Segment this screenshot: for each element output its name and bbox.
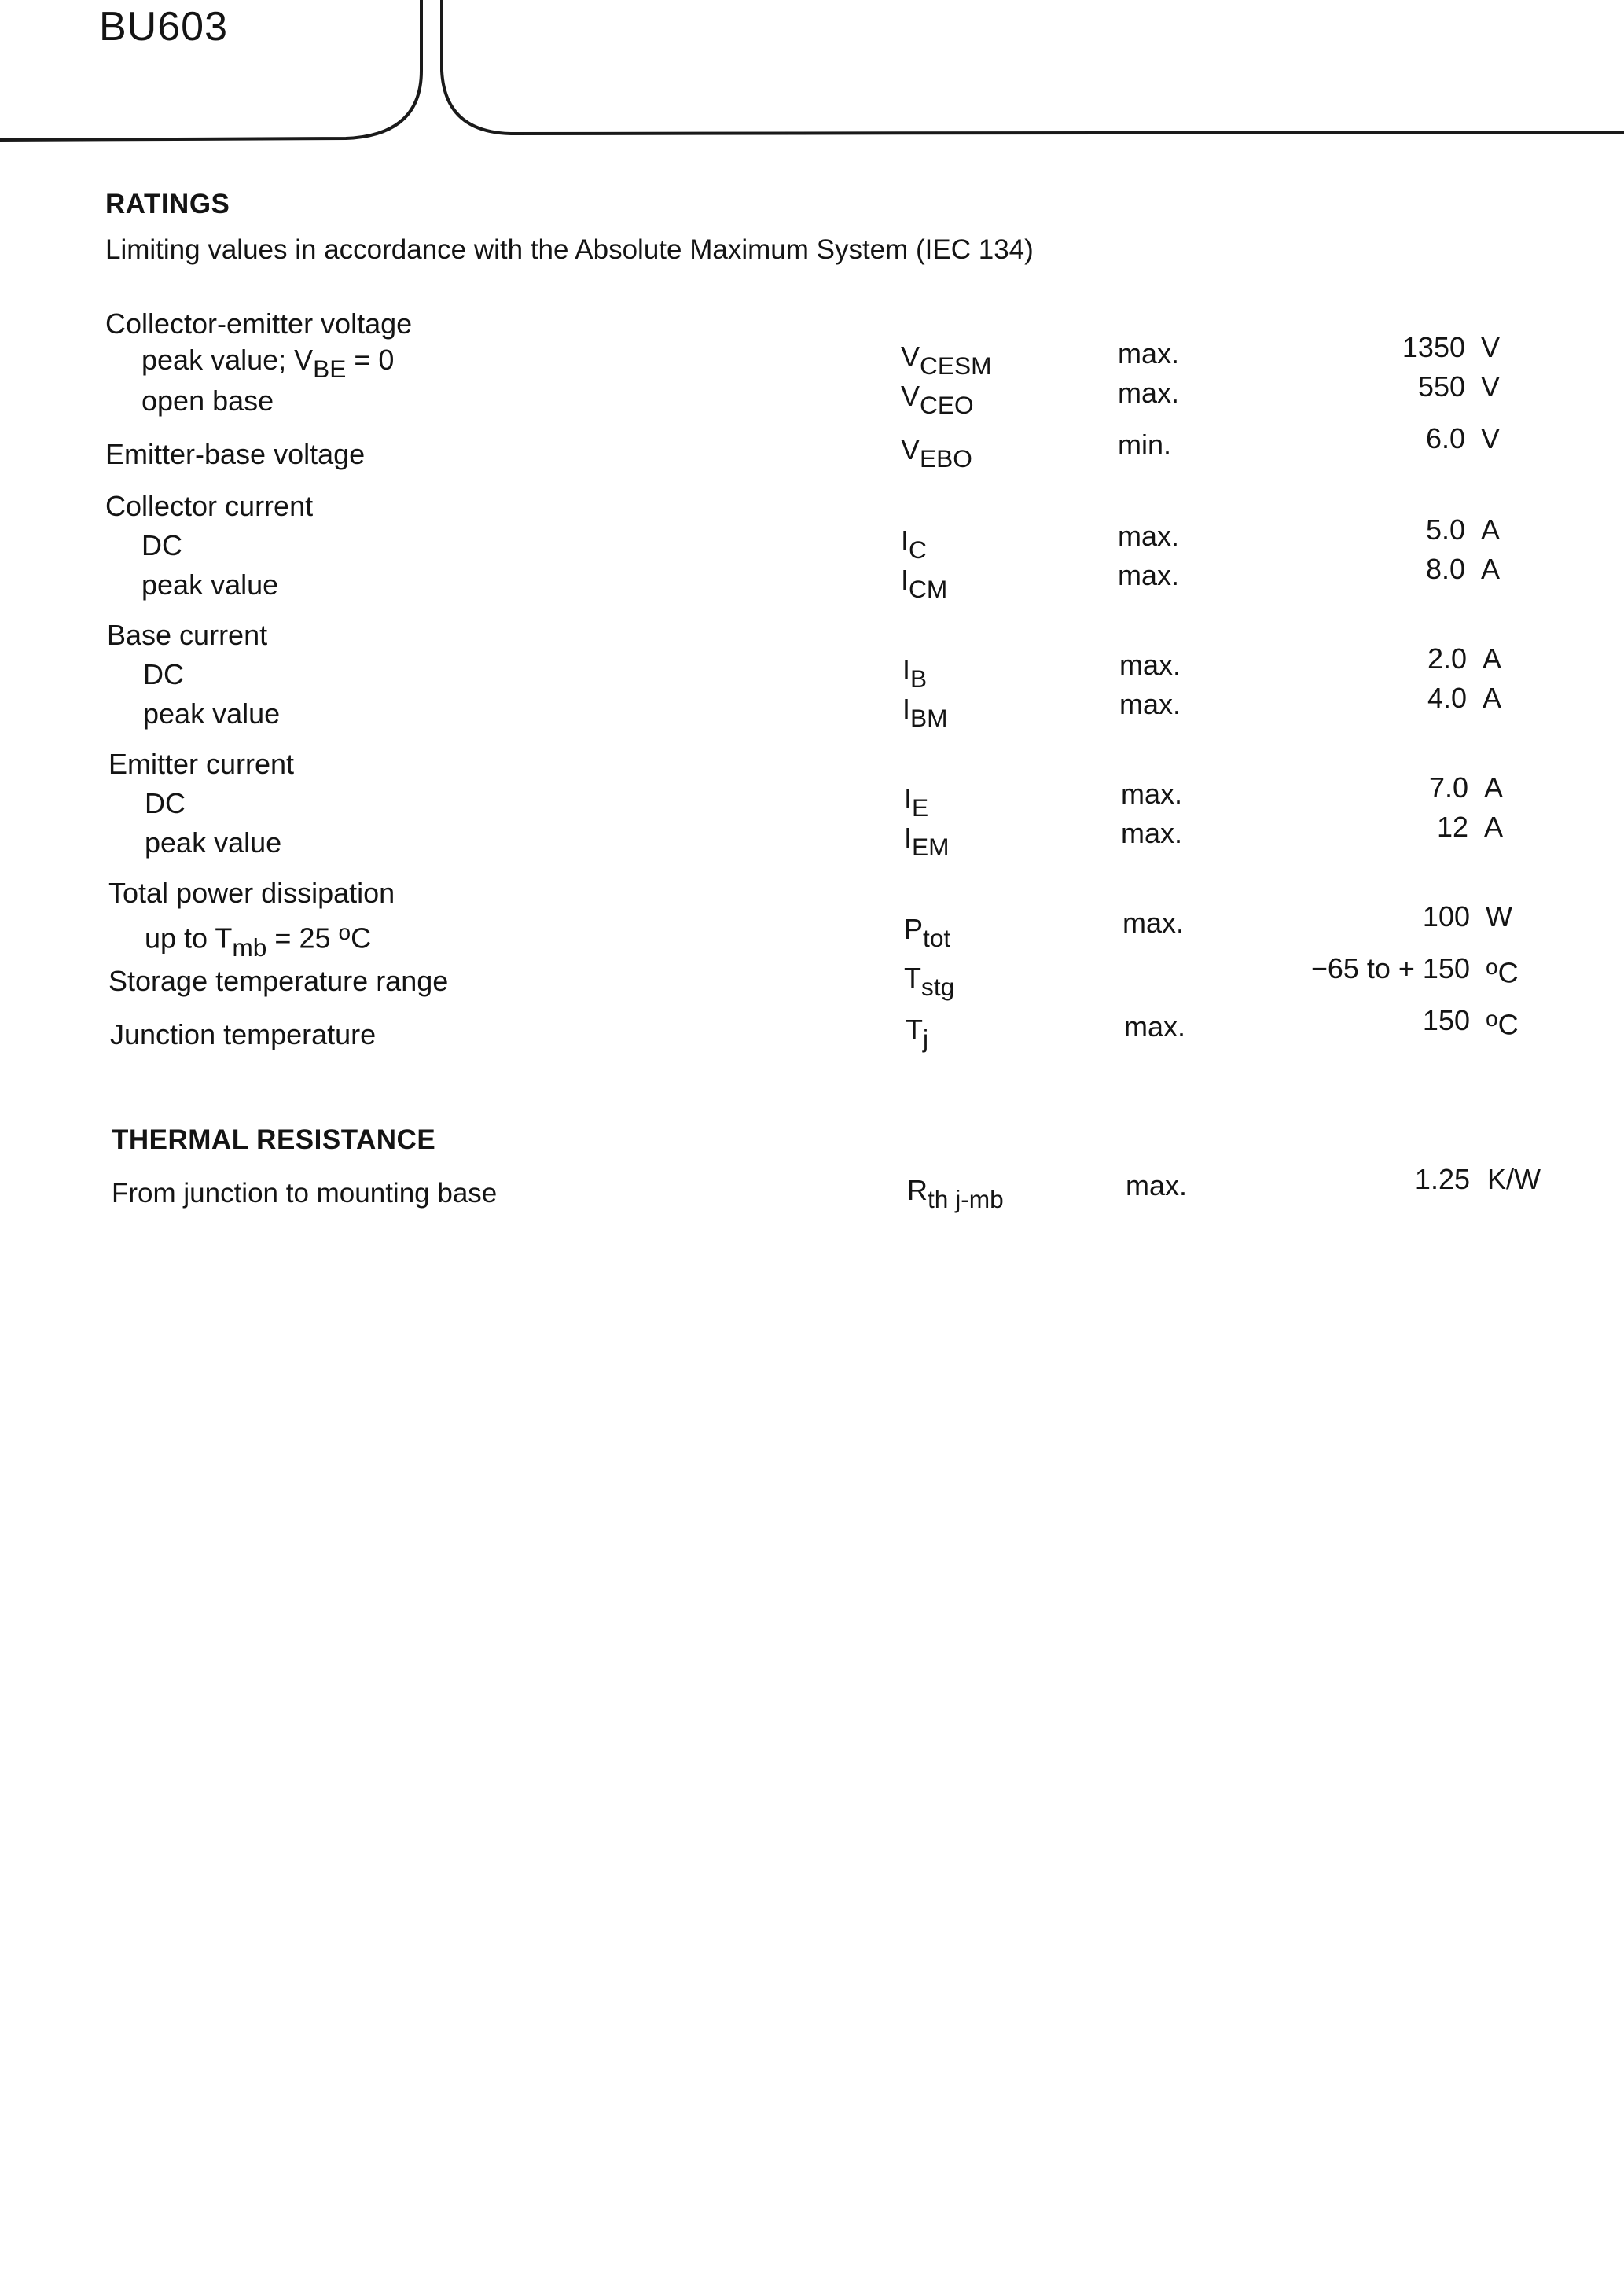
limit-type: min. xyxy=(1118,429,1172,461)
limit-type: max. xyxy=(1124,1010,1186,1043)
symbol-letter: T xyxy=(904,962,921,994)
group-heading: Base current xyxy=(107,619,268,651)
limit-type: max. xyxy=(1118,559,1180,591)
unit: A xyxy=(1481,513,1501,546)
group-heading: Junction temperature xyxy=(110,1018,377,1050)
symbol-letter: T xyxy=(906,1014,923,1046)
unit: W xyxy=(1486,900,1512,933)
symbol-subscript: stg xyxy=(921,973,955,1002)
thermal-title: THERMAL RESISTANCE xyxy=(112,1124,436,1155)
unit: K/W xyxy=(1487,1163,1541,1195)
symbol-subscript: tot xyxy=(923,924,951,953)
symbol xyxy=(904,782,928,825)
symbol-subscript: B xyxy=(910,664,928,694)
value: 4.0 xyxy=(1427,682,1467,714)
symbol xyxy=(904,821,950,864)
degree-mark: o xyxy=(1486,955,1498,979)
degree-mark: o xyxy=(1486,1006,1498,1031)
symbol xyxy=(901,563,947,606)
symbol xyxy=(902,692,948,735)
symbol-subscript: EBO xyxy=(920,444,972,473)
label-text-post: = 25 xyxy=(266,922,339,955)
header-frame xyxy=(0,0,1624,149)
symbol xyxy=(904,912,950,955)
value: 8.0 xyxy=(1425,553,1465,585)
symbol-letter: V xyxy=(901,340,920,373)
limit-type: max. xyxy=(1119,649,1181,681)
value: 12 xyxy=(1436,811,1468,843)
symbol xyxy=(907,1173,1004,1216)
label-text: up to T xyxy=(145,922,233,955)
symbol-letter: R xyxy=(907,1174,928,1206)
row-label: peak value xyxy=(143,697,281,730)
unit xyxy=(1486,1002,1519,1043)
unit: V xyxy=(1481,422,1501,454)
ratings-intro: Limiting values in accordance with the Absolute Maximum System (IEC 134) xyxy=(105,234,1034,265)
symbol xyxy=(902,653,927,696)
limit-type: max. xyxy=(1118,520,1180,552)
label-subscript: BE xyxy=(313,355,347,384)
symbol-subscript: C xyxy=(909,535,927,565)
label-subscript: mb xyxy=(232,933,267,962)
symbol-subscript: CESM xyxy=(920,351,992,381)
symbol-letter: I xyxy=(904,822,913,854)
label-text-post: = 0 xyxy=(346,344,395,376)
label-text: peak value; V xyxy=(141,344,314,376)
symbol-letter: I xyxy=(902,653,911,686)
limit-type: max. xyxy=(1121,817,1183,849)
label-text-end: C xyxy=(351,922,372,955)
symbol-subscript: E xyxy=(912,793,929,822)
symbol-letter: I xyxy=(902,693,911,725)
row-label xyxy=(141,343,394,386)
row-label: peak value xyxy=(141,568,279,601)
unit-letter: C xyxy=(1497,956,1519,989)
value: 7.0 xyxy=(1428,771,1468,804)
symbol-letter: V xyxy=(901,433,920,465)
symbol-letter: V xyxy=(901,380,920,412)
ratings-title: RATINGS xyxy=(105,189,230,219)
group-heading: Emitter-base voltage xyxy=(105,438,366,470)
group-heading: Storage temperature range xyxy=(108,965,449,997)
degree-mark: o xyxy=(338,920,351,944)
limit-type: max. xyxy=(1118,377,1180,409)
symbol-letter: I xyxy=(901,564,909,596)
symbol-subscript: j xyxy=(923,1025,929,1054)
value: 550 xyxy=(1417,370,1465,403)
row-label xyxy=(145,915,371,965)
limit-type: max. xyxy=(1122,907,1185,939)
value: 6.0 xyxy=(1425,422,1465,454)
limit-type: max. xyxy=(1121,778,1183,810)
symbol-letter: I xyxy=(904,782,913,815)
symbol-subscript: CM xyxy=(909,575,948,604)
symbol-subscript: EM xyxy=(912,833,950,862)
symbol xyxy=(906,1013,928,1056)
symbol-subscript: BM xyxy=(910,704,948,733)
unit: V xyxy=(1481,370,1501,403)
value: 2.0 xyxy=(1427,642,1467,675)
symbol xyxy=(904,961,954,1004)
unit: A xyxy=(1483,682,1502,714)
row-label: From junction to mounting base xyxy=(112,1178,498,1209)
group-heading: Total power dissipation xyxy=(108,877,395,909)
group-heading: Emitter current xyxy=(108,748,295,780)
row-label: DC xyxy=(141,529,182,561)
value: 5.0 xyxy=(1425,513,1465,546)
symbol-subscript: CEO xyxy=(920,391,974,420)
symbol xyxy=(901,524,927,567)
unit: V xyxy=(1481,331,1501,363)
unit xyxy=(1486,950,1519,991)
value: 1350 xyxy=(1402,331,1465,363)
symbol xyxy=(901,432,972,476)
unit: A xyxy=(1484,771,1504,804)
part-number: BU603 xyxy=(99,4,228,50)
unit: A xyxy=(1481,553,1501,585)
symbol xyxy=(901,379,974,422)
unit-letter: C xyxy=(1497,1008,1519,1041)
row-label: DC xyxy=(143,658,184,690)
limit-type: max. xyxy=(1119,688,1181,720)
symbol-letter: P xyxy=(904,913,924,945)
value: −65 to + 150 xyxy=(1310,952,1470,984)
group-heading: Collector-emitter voltage xyxy=(105,307,413,340)
group-heading: Collector current xyxy=(105,490,314,522)
row-label: open base xyxy=(141,385,274,417)
value: 150 xyxy=(1422,1004,1470,1036)
symbol xyxy=(901,340,992,383)
symbol-letter: I xyxy=(901,524,909,557)
symbol-subscript: th j-mb xyxy=(928,1185,1004,1214)
unit: A xyxy=(1484,811,1504,843)
value: 100 xyxy=(1422,900,1470,933)
limit-type: max. xyxy=(1118,337,1180,370)
row-label: DC xyxy=(145,787,186,819)
limit-type: max. xyxy=(1126,1169,1188,1201)
unit: A xyxy=(1483,642,1502,675)
value: 1.25 xyxy=(1414,1163,1470,1195)
row-label: peak value xyxy=(145,826,282,859)
